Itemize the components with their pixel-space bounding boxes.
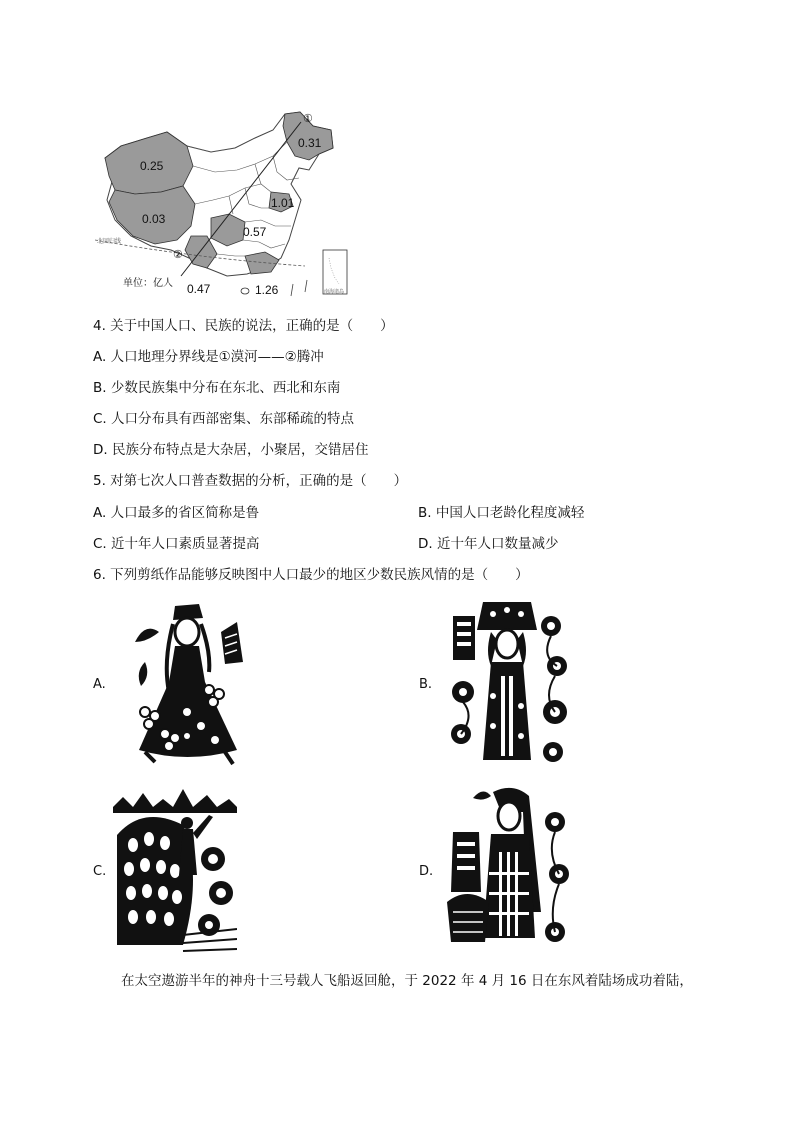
question-5-stem: 5. 对第七次人口普查数据的分析，正确的是（ ） bbox=[93, 473, 408, 489]
papercut-c-graphic bbox=[113, 785, 237, 957]
papercut-a bbox=[125, 602, 249, 768]
value-xinjiang: 0.25 bbox=[140, 159, 164, 173]
q5-option-a: A. 人口最多的省区简称是鲁 bbox=[93, 505, 260, 521]
hainan-island bbox=[241, 288, 249, 294]
q5-option-b: B. 中国人口老龄化程度减轻 bbox=[418, 505, 585, 521]
papercut-b-graphic bbox=[445, 596, 573, 768]
q5-option-d: D. 近十年人口数量减少 bbox=[418, 536, 559, 552]
marker-1: ① bbox=[303, 113, 313, 125]
q4-option-b: B. 少数民族集中分布在东北、西北和东南 bbox=[93, 380, 341, 396]
q6-option-b-label: B. bbox=[419, 677, 433, 692]
q4-option-d: D. 民族分布特点是大杂居，小聚居，交错居住 bbox=[93, 442, 369, 458]
question-4-stem: 4. 关于中国人口、民族的说法，正确的是（ ） bbox=[93, 318, 394, 334]
q4-option-a: A. 人口地理分界线是①漠河——②腾冲 bbox=[93, 349, 324, 365]
q6-option-c-label: C. bbox=[93, 864, 107, 879]
question-6-stem: 6. 下列剪纸作品能够反映图中人口最少的地区少数民族风情的是（ ） bbox=[93, 567, 529, 583]
value-shandong: 1.01 bbox=[271, 196, 295, 210]
value-yunnan: 0.47 bbox=[187, 282, 211, 296]
papercut-b bbox=[445, 596, 573, 768]
q6-option-d-label: D. bbox=[419, 864, 434, 879]
marker-2: ② bbox=[173, 249, 183, 261]
papercut-a-graphic bbox=[125, 602, 249, 768]
inset-label: 南海诸岛 bbox=[324, 289, 345, 295]
q6-option-a-label: A. bbox=[93, 677, 106, 692]
q4-option-c: C. 人口分布具有西部密集、东部稀疏的特点 bbox=[93, 411, 355, 427]
papercut-c bbox=[113, 785, 237, 957]
papercut-d bbox=[443, 782, 573, 954]
tropic-label: 北回归线 bbox=[97, 239, 122, 245]
value-tibet: 0.03 bbox=[142, 212, 166, 226]
q5-option-c: C. 近十年人口素质显著提高 bbox=[93, 536, 260, 552]
papercut-d-graphic bbox=[443, 782, 573, 954]
china-population-map bbox=[95, 108, 355, 303]
unit-label: 单位：亿人 bbox=[123, 278, 173, 289]
value-sichuan: 0.57 bbox=[243, 225, 267, 239]
value-guangdong: 1.26 bbox=[255, 283, 279, 297]
passage-paragraph: 在太空遨游半年的神舟十三号载人飞船返回舱，于 2022 年 4 月 16 日在东风着陆场成功着陆， bbox=[121, 973, 693, 989]
value-heilongjiang: 0.31 bbox=[298, 136, 322, 150]
